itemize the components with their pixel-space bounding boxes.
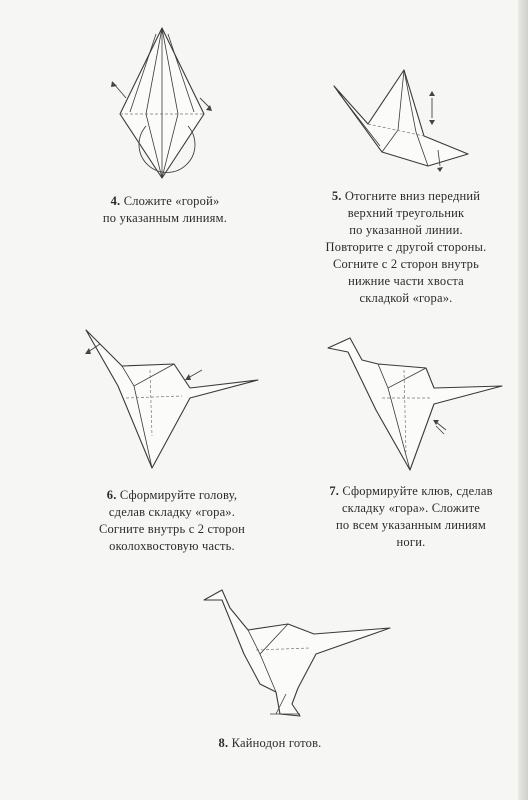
step-6-number: 6. <box>106 488 117 502</box>
step-8-number: 8. <box>218 736 229 750</box>
page-edge-shadow <box>518 0 528 800</box>
step-7-line-3: по всем указанным линиям <box>336 518 486 532</box>
step-7-line-2: складку «гора». Сложите <box>341 501 481 515</box>
step-5-caption <box>290 188 522 307</box>
step-5-diagram <box>328 66 498 176</box>
step-5-number: 5. <box>331 189 342 203</box>
step-7-diagram <box>322 334 512 474</box>
step-6-caption <box>52 487 292 555</box>
step-7-line-1: Сформируйте клюв, сделав <box>342 484 493 498</box>
step-6-line-4: околохвостовую часть. <box>109 539 235 553</box>
step-4-diagram <box>100 26 230 186</box>
step-6-line-1: Сформируйте голову, <box>119 488 238 502</box>
step-6-line-3: Согните внутрь с 2 сторон <box>98 522 246 536</box>
step-4-caption <box>70 193 260 227</box>
step-7-caption <box>300 483 522 551</box>
step-4-line-1: Сложите «горой» <box>123 194 220 208</box>
step-5-line-6: нижние части хвоста <box>348 274 464 288</box>
step-4-line-2: по указанным линиям. <box>102 211 228 225</box>
step-5-line-1: Отогните вниз передний <box>344 189 481 203</box>
step-8-caption <box>190 735 350 752</box>
step-8-finished-model <box>200 584 396 724</box>
step-7-line-4: ноги. <box>396 535 426 549</box>
step-7-number: 7. <box>329 484 340 498</box>
step-5-line-5: Согните с 2 сторон внутрь <box>332 257 480 271</box>
step-5-line-4: Повторите с другой стороны. <box>325 240 487 254</box>
step-6-line-2: сделав складку «гора». <box>108 505 236 519</box>
step-8-line-1: Кайнодон готов. <box>231 736 322 750</box>
step-5-line-7: складкой «гора». <box>359 291 453 305</box>
step-6-diagram <box>78 326 264 474</box>
step-4-number: 4. <box>110 194 121 208</box>
step-5-line-2: верхний треугольник <box>347 206 465 220</box>
step-5-line-3: по указанной линии. <box>349 223 463 237</box>
